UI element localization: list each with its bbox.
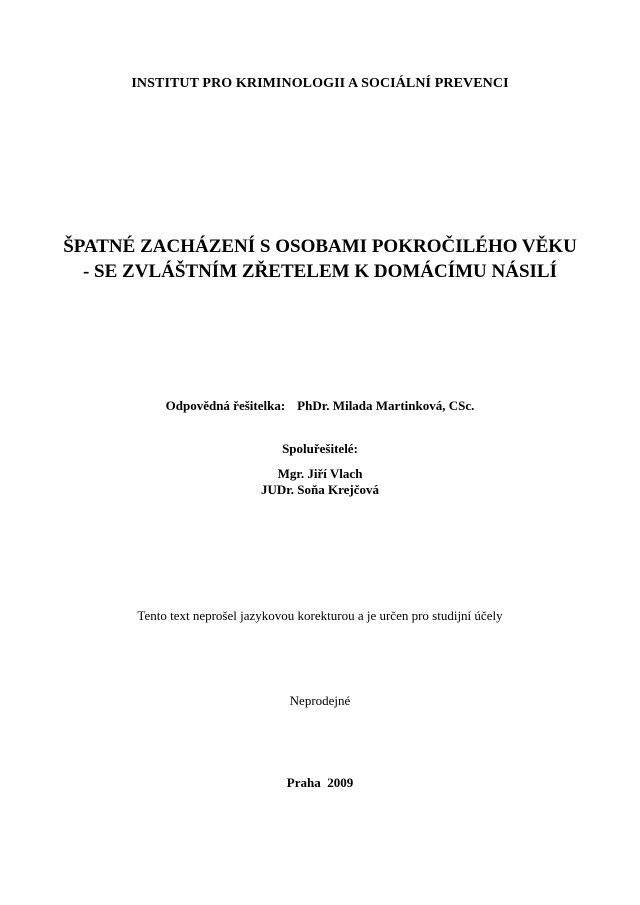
document-title — [0, 234, 640, 284]
coauthors-heading: Spoluřešitelé: — [282, 441, 358, 456]
responsible-name: PhDr. Milada Martinková, CSc. — [297, 398, 475, 413]
coauthor-name: JUDr. Soňa Krejčová — [260, 482, 380, 497]
place-and-year: Praha 2009 — [286, 775, 354, 790]
proofreading-note: Tento text neprošel jazykovou korekturou a je určen pro studijní účely — [137, 608, 503, 623]
responsible-label: Odpovědná řešitelka: — [165, 398, 286, 413]
responsible-researcher — [0, 398, 640, 414]
title-line-2: - SE ZVLÁŠTNÍM ZŘETELEM K DOMÁCÍMU NÁSILÍ — [82, 261, 557, 282]
institute-name: INSTITUT PRO KRIMINOLOGII A SOCIÁLNÍ PREVENCI — [131, 76, 509, 91]
title-line-1: ŠPATNÉ ZACHÁZENÍ S OSOBAMI POKROČILÉHO VĚKU — [63, 236, 577, 257]
not-for-sale-label: Neprodejné — [289, 693, 351, 708]
coauthor-name: Mgr. Jiří Vlach — [277, 466, 363, 481]
